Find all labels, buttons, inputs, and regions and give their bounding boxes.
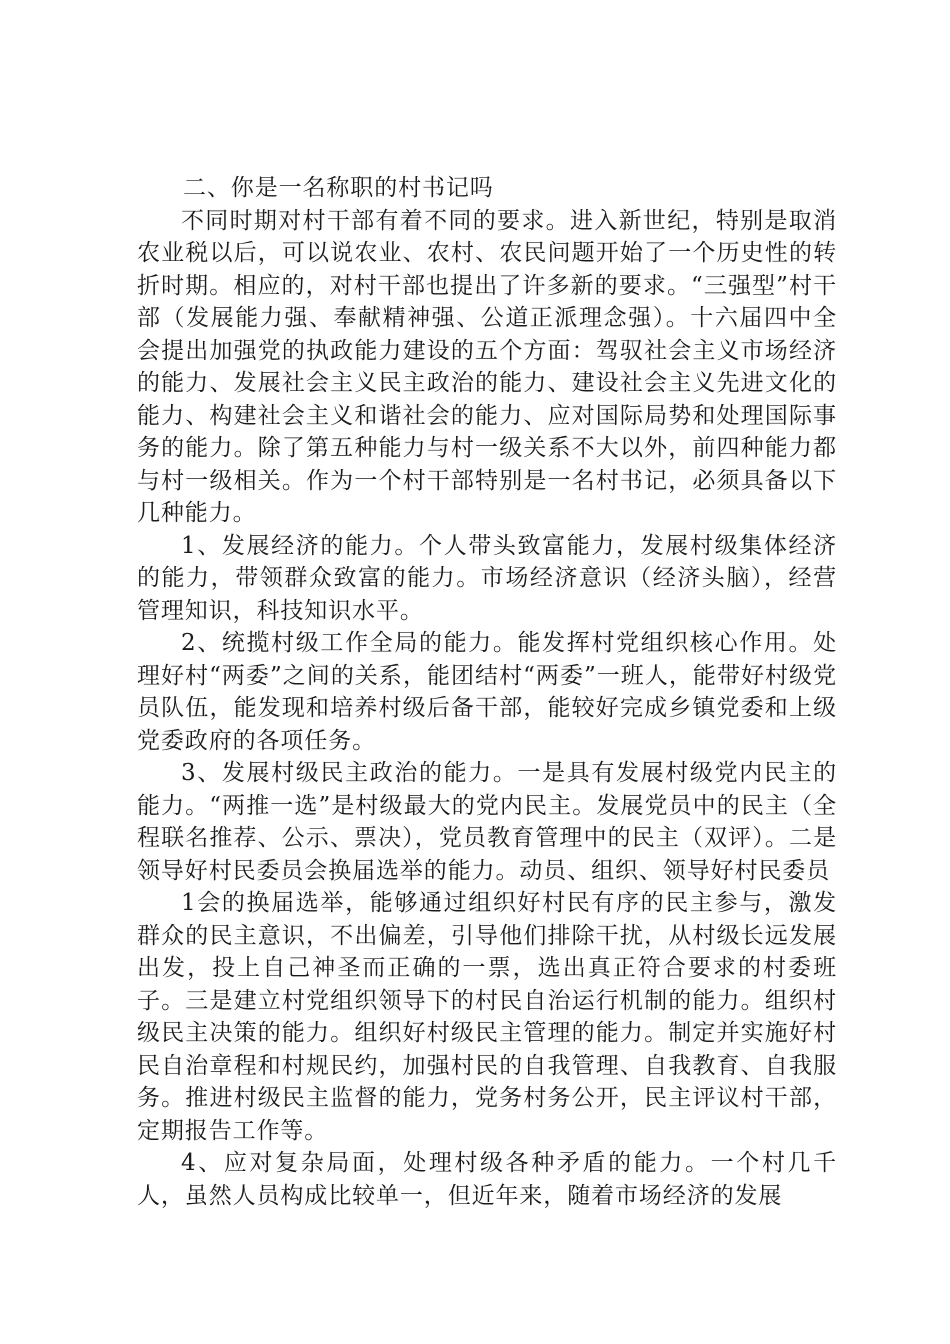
paragraph-item-3: 3、发展村级民主政治的能力。一是具有发展村级党内民主的能力。“两推一选”是村级最大的党内民主。发展党员中的民主（全程联名推荐、公示、票决），党员教育管理中的民主（双评）。二是领导好村民委员会换届选举的能力。动员、组织、领导好村民委员 bbox=[137, 760, 837, 884]
paragraph-intro: 不同时期对村干部有着不同的要求。进入新世纪，特别是取消农业税以后，可以说农业、农村、农民问题开始了一个历史性的转折时期。相应的，对村干部也提出了许多新的要求。“三强型”村干部（发展能力强、奉献精神强、公道正派理念强）。十六届四中全会提出加强党的执政能力建设的五个方面：驾驭社会主义市场经济的能力、发展社会主义民主政治的能力、建设社会主义先进文化的能力、构建社会主义和谐社会的能力、应对国际局势和处理国际事务的能力。除了第五种能力与村一级关系不大以外，前四种能力都与村一级相关。作为一个村干部特别是一名村书记，必须具备以下几种能力。 bbox=[137, 207, 837, 526]
section-heading: 二、你是一名称职的村书记吗 bbox=[183, 175, 494, 201]
paragraph-item-1: 1、发展经济的能力。个人带头致富能力，发展村级集体经济的能力，带领群众致富的能力。市场经济意识（经济头脑），经营管理知识，科技知识水平。 bbox=[137, 532, 837, 624]
paragraph-item-4: 4、应对复杂局面，处理村级各种矛盾的能力。一个村几千人，虽然人员构成比较单一，但近年来，随着市场经济的发展 bbox=[137, 1150, 837, 1209]
paragraph-item-2: 2、统揽村级工作全局的能力。能发挥村党组织核心作用。处理好村“两委”之间的关系，能团结村“两委”一班人，能带好村级党员队伍，能发现和培养村级后备干部，能较好完成乡镇党委和上级党委政府的各项任务。 bbox=[137, 630, 837, 754]
paragraph-item-3-continued: 1会的换届选举，能够通过组织好村民有序的民主参与，激发群众的民主意识，不出偏差，引导他们排除干扰，从村级长远发展出发，投上自己神圣而正确的一票，选出真正符合要求的村委班子。三是建立村党组织领导下的村民自治运行机制的能力。组织村级民主决策的能力。组织好村级民主管理的能力。制定并实施好村民自治章程和村规民约，加强村民的自我管理、自我教育、自我服务。推进村级民主监督的能力，党务村务公开，民主评议村干部，定期报告工作等。 bbox=[137, 890, 837, 1144]
document-body bbox=[137, 172, 837, 1212]
